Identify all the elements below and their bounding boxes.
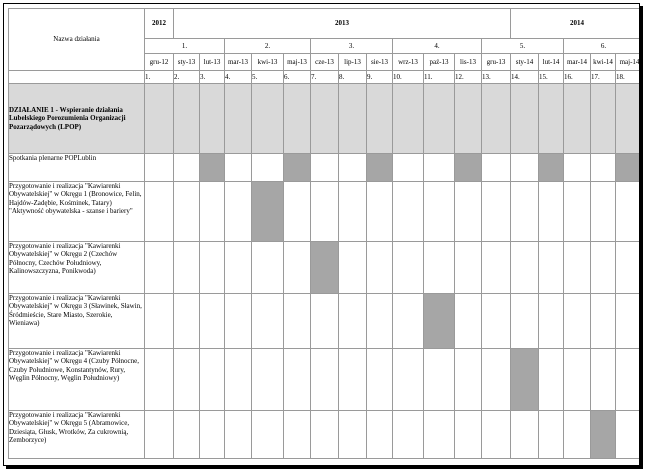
month-cell — [564, 154, 591, 182]
section-cell — [284, 84, 311, 154]
activity-name: Przygotowanie i realizacja "Kawiarenki Obywatelskiej" w Okręgu 1 (Bronowice, Felin, Hajdów-Zadębie, Kośminek, Tatary) "Aktywność obywatelska - szanse i bariery" — [9, 182, 145, 242]
month-cell — [616, 182, 641, 242]
activity-name: Przygotowanie i realizacja "Kawiarenki Obywatelskiej" w Okręgu 3 (Sławinek, Sławin, Śródmieście, Stare Miasto, Szerokie, Wieniawa) — [9, 294, 145, 349]
month-header: cze-13 — [311, 54, 339, 71]
month-cell — [339, 154, 367, 182]
period-1: 1. — [145, 39, 225, 54]
section-cell — [591, 84, 616, 154]
month-cell — [455, 349, 482, 411]
month-cell — [174, 411, 200, 459]
activity-row — [9, 294, 641, 349]
month-cell — [455, 294, 482, 349]
month-cell — [339, 349, 367, 411]
month-cell — [252, 242, 284, 294]
period-4: 4. — [393, 39, 482, 54]
month-cell — [145, 154, 174, 182]
month-cell — [424, 411, 455, 459]
active-month-cell — [311, 242, 339, 294]
month-cell — [339, 182, 367, 242]
month-header: sie-13 — [367, 54, 393, 71]
month-cell — [367, 242, 393, 294]
month-cell — [539, 411, 564, 459]
year-header-row — [9, 9, 641, 39]
month-cell — [367, 294, 393, 349]
month-header: kwi-13 — [252, 54, 284, 71]
month-cell — [564, 242, 591, 294]
month-number: 7. — [311, 71, 339, 84]
month-cell — [424, 242, 455, 294]
month-cell — [591, 349, 616, 411]
month-cell — [145, 182, 174, 242]
month-cell — [252, 349, 284, 411]
month-cell — [424, 349, 455, 411]
month-cell — [424, 154, 455, 182]
number-row-label — [9, 71, 145, 84]
month-cell — [225, 294, 252, 349]
active-month-cell — [591, 411, 616, 459]
month-cell — [616, 242, 641, 294]
month-number: 3. — [200, 71, 225, 84]
activity-name: Przygotowanie i realizacja "Kawiarenki Obywatelskiej" w Okręgu 5 (Abramowice, Dziesiąta, Głusk, Wrotków, Za cukrownią, Zemborzyce) — [9, 411, 145, 459]
month-header: wrz-13 — [393, 54, 424, 71]
section-cell — [482, 84, 511, 154]
month-cell — [616, 411, 641, 459]
section-cell — [252, 84, 284, 154]
active-month-cell — [252, 182, 284, 242]
activity-row — [9, 349, 641, 411]
section-cell — [539, 84, 564, 154]
month-cell — [200, 411, 225, 459]
active-month-cell — [367, 154, 393, 182]
section-cell — [393, 84, 424, 154]
section-cell — [367, 84, 393, 154]
month-cell — [311, 182, 339, 242]
month-cell — [482, 294, 511, 349]
month-cell — [311, 349, 339, 411]
period-3: 3. — [311, 39, 393, 54]
month-cell — [539, 349, 564, 411]
active-month-cell — [455, 154, 482, 182]
activity-name: Przygotowanie i realizacja "Kawiarenki Obywatelskiej" w Okręgu 2 (Czechów Północny, Czechów Południowy, Kalinowszczyzna, Ponikwoda) — [9, 242, 145, 294]
month-cell — [311, 154, 339, 182]
month-cell — [393, 294, 424, 349]
month-cell — [252, 411, 284, 459]
month-cell — [174, 294, 200, 349]
section-cell — [225, 84, 252, 154]
month-header: lis-13 — [455, 54, 482, 71]
month-cell — [225, 242, 252, 294]
section-cell — [616, 84, 641, 154]
month-cell — [284, 349, 311, 411]
month-cell — [511, 154, 539, 182]
month-header: kwi-14 — [591, 54, 616, 71]
month-cell — [174, 154, 200, 182]
month-cell — [393, 349, 424, 411]
month-cell — [455, 182, 482, 242]
month-cell — [284, 294, 311, 349]
section-cell — [174, 84, 200, 154]
month-cell — [539, 294, 564, 349]
month-cell — [145, 242, 174, 294]
month-cell — [200, 294, 225, 349]
month-number: 15. — [539, 71, 564, 84]
activity-name-header: Nazwa działania — [9, 9, 145, 71]
month-cell — [424, 182, 455, 242]
section-cell — [564, 84, 591, 154]
month-cell — [393, 154, 424, 182]
month-number: 9. — [367, 71, 393, 84]
month-cell — [225, 182, 252, 242]
schedule-document — [3, 3, 640, 466]
period-2: 2. — [225, 39, 311, 54]
month-header: mar-13 — [225, 54, 252, 71]
month-cell — [145, 294, 174, 349]
month-number: 10. — [393, 71, 424, 84]
month-number: 16. — [564, 71, 591, 84]
month-number: 6. — [284, 71, 311, 84]
schedule-table — [8, 8, 640, 459]
month-cell — [339, 242, 367, 294]
month-cell — [339, 411, 367, 459]
month-number: 11. — [424, 71, 455, 84]
section-cell — [455, 84, 482, 154]
month-cell — [225, 154, 252, 182]
month-cell — [284, 242, 311, 294]
month-cell — [455, 242, 482, 294]
month-cell — [367, 411, 393, 459]
month-cell — [511, 182, 539, 242]
month-cell — [591, 242, 616, 294]
month-cell — [174, 182, 200, 242]
month-header: sty-13 — [174, 54, 200, 71]
month-cell — [591, 294, 616, 349]
active-month-cell — [511, 349, 539, 411]
month-cell — [284, 411, 311, 459]
month-cell — [482, 411, 511, 459]
year-2012: 2012 — [145, 9, 174, 39]
month-cell — [284, 182, 311, 242]
month-cell — [616, 294, 641, 349]
month-cell — [200, 242, 225, 294]
month-cell — [252, 294, 284, 349]
period-5: 5. — [482, 39, 564, 54]
month-header: maj-14 — [616, 54, 641, 71]
activity-row — [9, 411, 641, 459]
month-cell — [393, 242, 424, 294]
section-cell — [200, 84, 225, 154]
month-header: lut-14 — [539, 54, 564, 71]
active-month-cell — [539, 154, 564, 182]
section-row — [9, 84, 641, 154]
month-cell — [174, 349, 200, 411]
month-cell — [564, 182, 591, 242]
number-row — [9, 71, 641, 84]
month-number: 17. — [591, 71, 616, 84]
month-cell — [564, 294, 591, 349]
month-cell — [311, 294, 339, 349]
month-header: lut-13 — [200, 54, 225, 71]
month-header: gru-13 — [482, 54, 511, 71]
year-2013: 2013 — [174, 9, 511, 39]
section-cell — [424, 84, 455, 154]
month-cell — [367, 182, 393, 242]
month-cell — [367, 349, 393, 411]
month-cell — [482, 182, 511, 242]
month-cell — [511, 411, 539, 459]
month-cell — [393, 182, 424, 242]
month-header: paź-13 — [424, 54, 455, 71]
month-number: 13. — [482, 71, 511, 84]
month-cell — [225, 349, 252, 411]
activity-row — [9, 182, 641, 242]
month-cell — [174, 242, 200, 294]
month-cell — [455, 411, 482, 459]
month-header: mar-14 — [564, 54, 591, 71]
month-number: 8. — [339, 71, 367, 84]
section-cell — [339, 84, 367, 154]
month-cell — [564, 411, 591, 459]
month-cell — [511, 294, 539, 349]
month-cell — [511, 242, 539, 294]
activity-row — [9, 154, 641, 182]
month-header: maj-13 — [284, 54, 311, 71]
month-cell — [482, 349, 511, 411]
active-month-cell — [284, 154, 311, 182]
month-cell — [252, 154, 284, 182]
section-title: DZIAŁANIE 1 - Wspieranie działania Lubelskiego Porozumienia Organizacji Pozarządowych (LPOP) — [9, 84, 145, 154]
month-cell — [145, 411, 174, 459]
month-number: 5. — [252, 71, 284, 84]
month-cell — [616, 349, 641, 411]
month-cell — [339, 294, 367, 349]
year-2014: 2014 — [511, 9, 641, 39]
activity-name: Spotkania plenarne POPLublin — [9, 154, 145, 182]
month-number: 4. — [225, 71, 252, 84]
month-cell — [200, 182, 225, 242]
month-number: 2. — [174, 71, 200, 84]
month-cell — [200, 349, 225, 411]
month-number: 14. — [511, 71, 539, 84]
month-cell — [225, 411, 252, 459]
month-cell — [482, 154, 511, 182]
month-cell — [539, 182, 564, 242]
activity-row — [9, 242, 641, 294]
month-header: lip-13 — [339, 54, 367, 71]
month-cell — [591, 154, 616, 182]
activity-name: Przygotowanie i realizacja "Kawiarenki Obywatelskiej" w Okręgu 4 (Czuby Północne, Czuby Południowe, Konstantynów, Rury, Węglin Północny, Węglin Południowy) — [9, 349, 145, 411]
month-cell — [591, 182, 616, 242]
active-month-cell — [616, 154, 641, 182]
section-cell — [145, 84, 174, 154]
month-cell — [482, 242, 511, 294]
month-cell — [145, 349, 174, 411]
month-number: 12. — [455, 71, 482, 84]
month-number: 1. — [145, 71, 174, 84]
section-cell — [311, 84, 339, 154]
month-cell — [539, 242, 564, 294]
month-cell — [564, 349, 591, 411]
active-month-cell — [200, 154, 225, 182]
month-number: 18. — [616, 71, 641, 84]
month-header: sty-14 — [511, 54, 539, 71]
section-cell — [511, 84, 539, 154]
period-6: 6. — [564, 39, 641, 54]
month-cell — [311, 411, 339, 459]
active-month-cell — [424, 294, 455, 349]
month-cell — [393, 411, 424, 459]
month-header: gru-12 — [145, 54, 174, 71]
